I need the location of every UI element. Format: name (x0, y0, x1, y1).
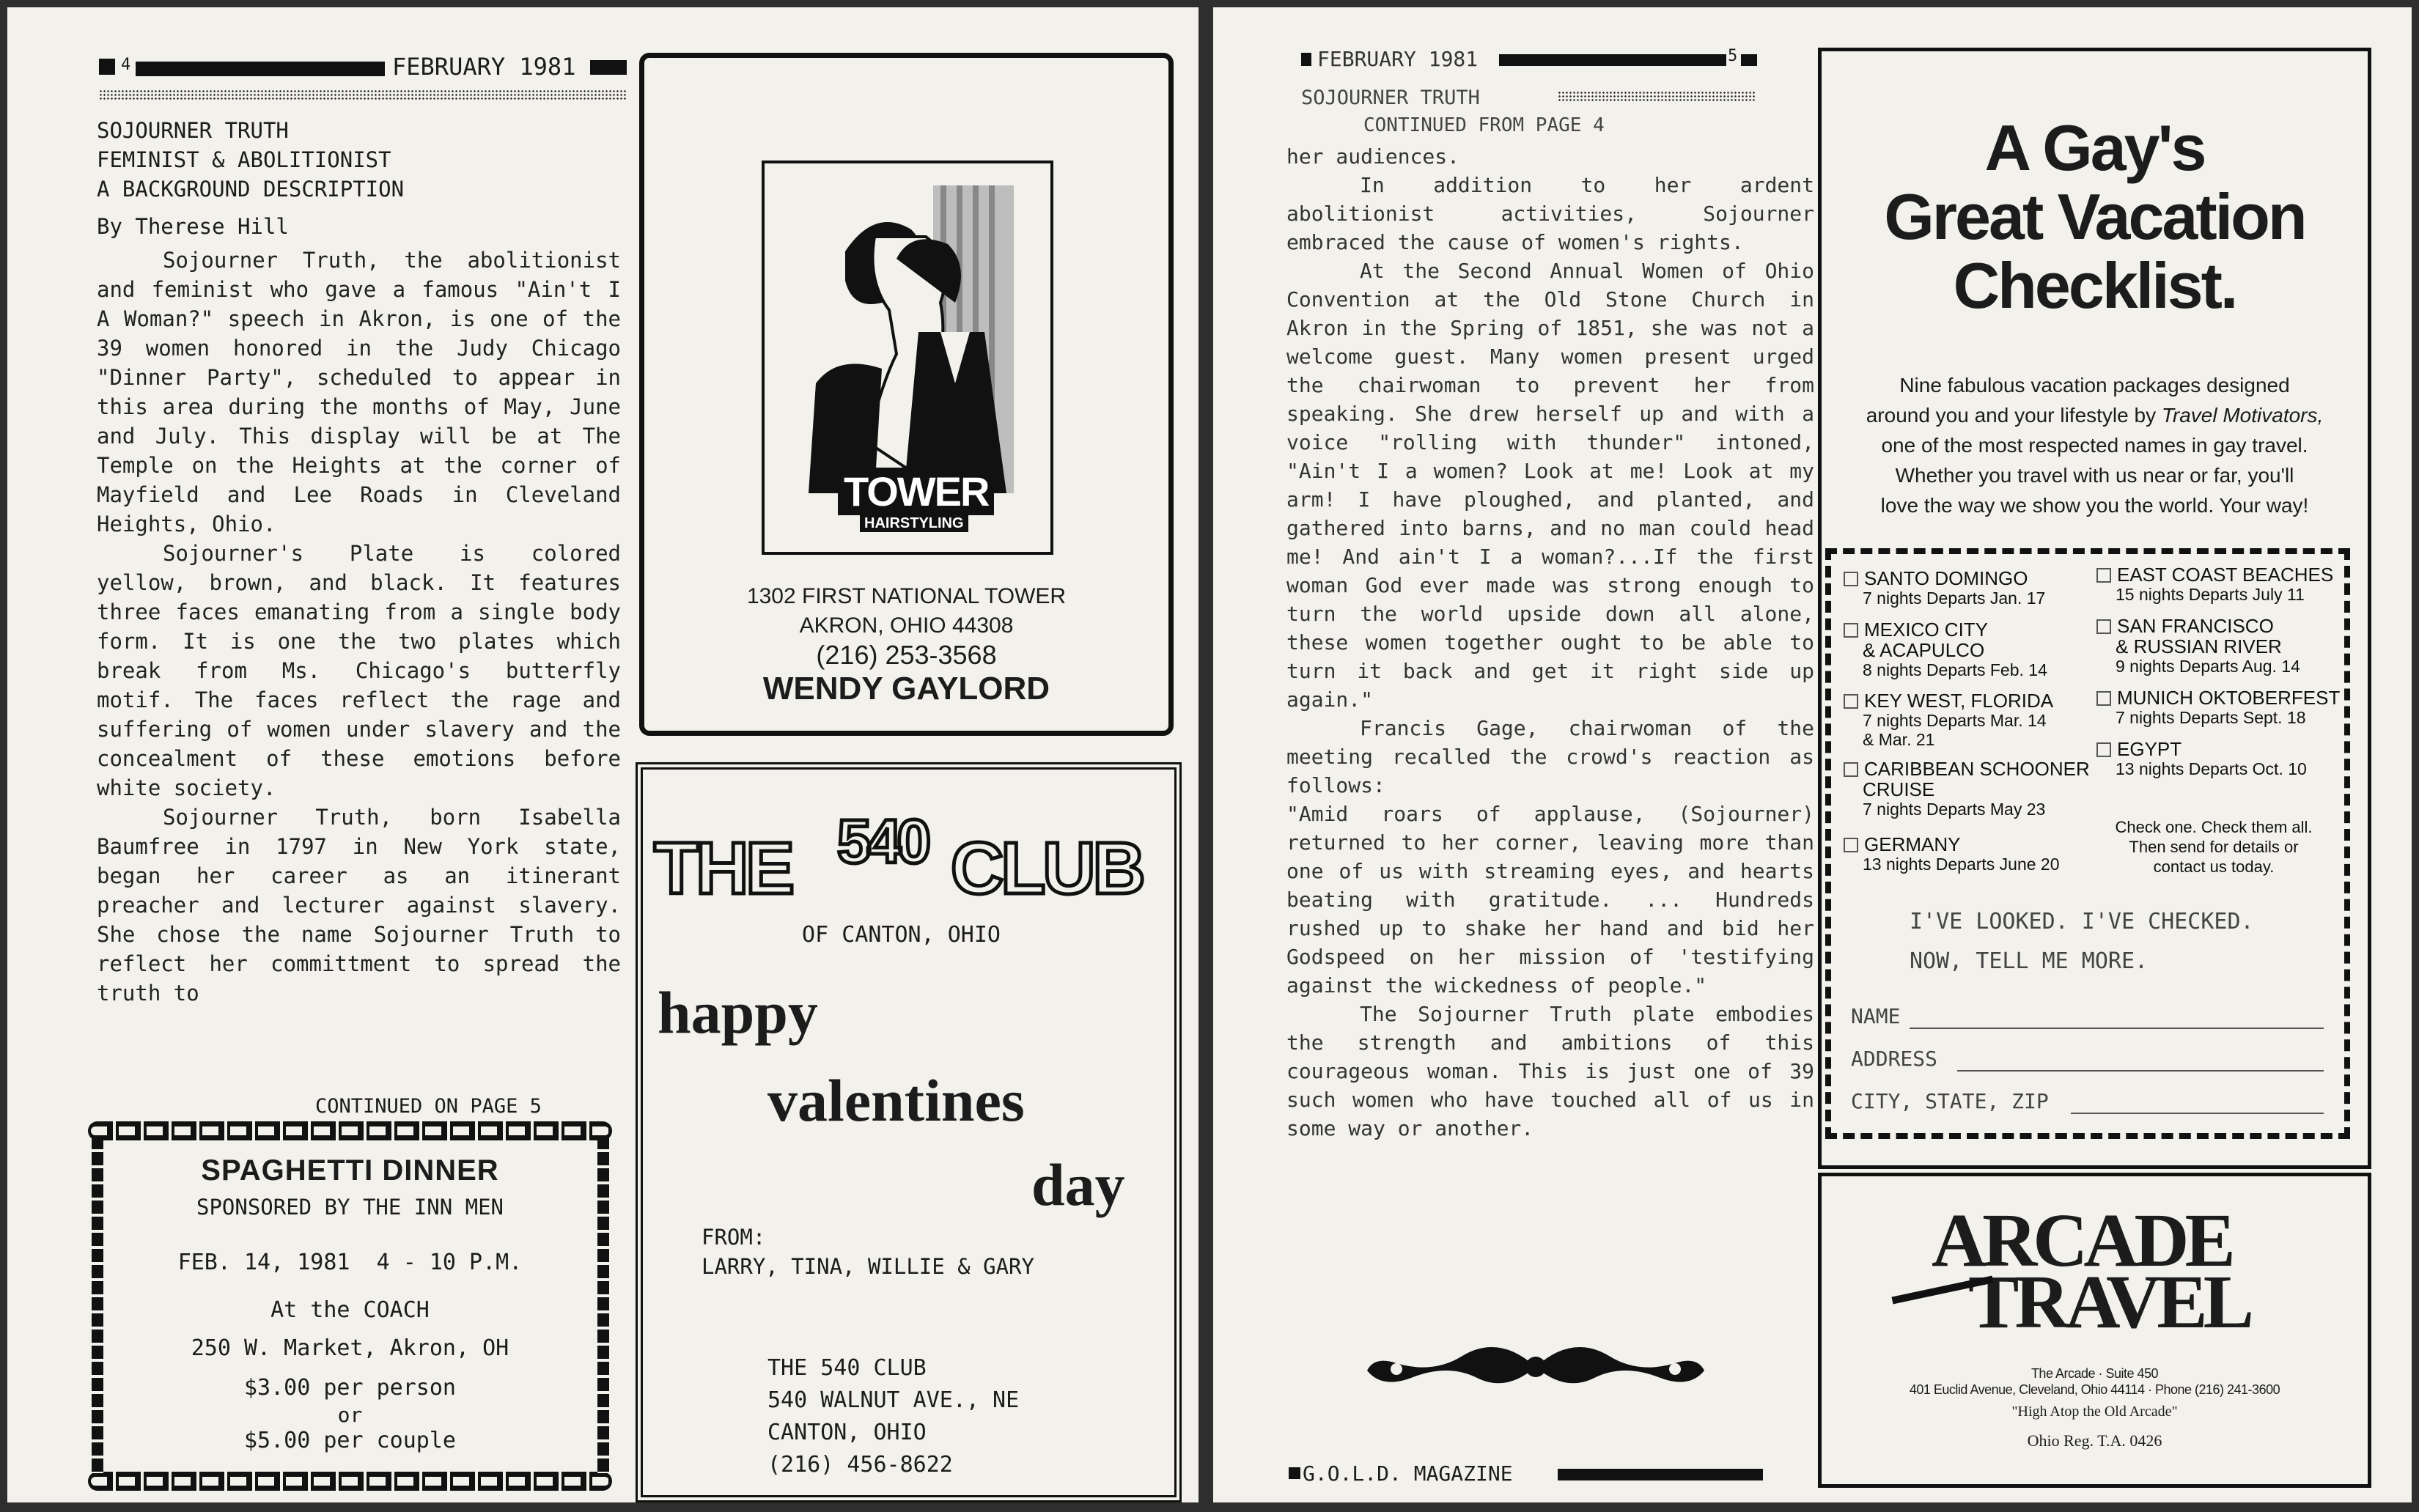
destination-name: KEY WEST, FLORIDA (1864, 690, 2054, 712)
check-note-line: contact us today. (2153, 858, 2275, 876)
article-title-line: A BACKGROUND DESCRIPTION (97, 177, 405, 202)
tower-address-line: 1302 FIRST NATIONAL TOWER (746, 584, 1067, 608)
club-title-club: CLUB (951, 827, 1143, 910)
spaghetti-ad (88, 1121, 612, 1491)
chain-border-top (88, 1121, 612, 1140)
form-name-label: NAME (1851, 1004, 1901, 1028)
right-page (1213, 7, 2412, 1502)
destination-details: 9 nights Departs Aug. 14 (2116, 657, 2300, 676)
vacation-title (1822, 111, 2368, 322)
article-body (97, 246, 621, 1008)
article-paragraph: In addition to her ardent abolitionist activities, Sojourner embraced the cause of women's rights. (1286, 173, 1814, 254)
destination-checkbox[interactable] (1844, 694, 1858, 709)
header-dither (1558, 91, 1756, 101)
vacation-title-line: A Gay's (1984, 111, 2205, 184)
arcade-logo-line2: TRAVEL (1968, 1260, 2250, 1344)
destination-key-west (1844, 690, 2053, 749)
spaghetti-sponsor: SPONSORED BY THE INN MEN (196, 1195, 504, 1220)
club-title-the: THE (654, 827, 792, 910)
destination-details: 13 nights Departs Oct. 10 (2116, 759, 2307, 778)
form-address-label: ADDRESS (1851, 1047, 1938, 1071)
destination-checkbox[interactable] (2096, 691, 2111, 706)
destination-caribbean-cruise (1844, 759, 2090, 819)
article-title: SOJOURNER TRUTH (1301, 86, 1480, 109)
chain-border-bottom (88, 1472, 612, 1491)
arcade-travel-ad (1818, 1173, 2371, 1488)
footer-magazine-name: G.O.L.D. MAGAZINE (1303, 1461, 1513, 1486)
form-city-label: CITY, STATE, ZIP (1851, 1089, 2049, 1113)
article-paragraph: Sojourner Truth, the abolitionist and feminist who gave a famous "Ain't I A Woman?" speech in Akron, is one of the 39 women honored in the Judy Chicago "Dinner Party", scheduled to appear in this area during the months of May, June and July. This display will be at The Temple on the Heights at the corner of Mayfield and Lee Roads in Cleveland Heights, Ohio. (97, 248, 621, 536)
destination-checkbox[interactable] (1844, 572, 1858, 586)
destination-name: GERMANY (1864, 833, 1961, 855)
vacation-intro (1822, 370, 2368, 520)
destination-name: EAST COAST BEACHES (2117, 564, 2334, 586)
destination-mexico-city (1844, 619, 2047, 679)
spaghetti-venue: At the COACH (270, 1297, 430, 1323)
destination-details: 7 nights Departs Sept. 18 (2116, 708, 2306, 727)
vacation-intro-line: one of the most respected names in gay travel. (1881, 434, 2308, 457)
destination-name: SANTO DOMINGO (1864, 567, 2028, 589)
article-paragraph: At the Second Annual Women of Ohio Convention at the Old Stone Church in Akron in the Spring of 1851, she was not a welcome guest. Many women present urged the chairwoman to prevent her from speaking. She drew herself up and with a voice "rolling with thunder" intoned, "Ain't I a women? Look at me! Look at my arm! I have ploughed, and planted, and gathered into barns, and no man could head me! And ain't I a woman?...If the first woman God ever made was strong enough to turn the world upside down all alone, these women together ought to be able to turn it back and get it right side up again." (1286, 259, 1814, 712)
vacation-intro-line: love the way we show you the world. Your way! (1880, 494, 2309, 517)
header-date: FEBRUARY 1981 (1317, 47, 1479, 71)
club-from-label: FROM: (702, 1225, 766, 1250)
tower-logo-text: TOWER (838, 468, 994, 515)
club-happy: happy (658, 979, 818, 1046)
tower-logo-box (762, 161, 1053, 555)
destination-details: 13 nights Departs June 20 (1863, 855, 2060, 874)
spaghetti-date: FEB. 14, 1981 4 - 10 P.M. (177, 1250, 523, 1275)
header-bar (1499, 54, 1726, 66)
vacation-intro-line (1822, 400, 2368, 430)
arcade-logo-line1: ARCADE (1932, 1198, 2231, 1283)
destination-san-francisco (2096, 616, 2300, 676)
destination-details: 7 nights Departs Jan. 17 (1863, 589, 2046, 608)
header-bar-left (1301, 53, 1311, 66)
arcade-tagline: "High Atop the Old Arcade" (2011, 1404, 2178, 1420)
destination-checkbox[interactable] (2096, 568, 2111, 583)
club-address-line: CANTON, OHIO (767, 1420, 927, 1445)
spaghetti-price-couple: $5.00 per couple (244, 1428, 456, 1453)
destination-details: 8 nights Departs Feb. 14 (1863, 660, 2047, 679)
check-note-line: Then send for details or (2129, 838, 2299, 856)
club-title-number: 540 (837, 807, 927, 876)
destination-east-coast (2096, 564, 2333, 604)
destination-name-line2: & ACAPULCO (1863, 639, 1985, 661)
form-city-field[interactable] (2071, 1113, 2324, 1114)
article-paragraph: her audiences. (1286, 144, 1460, 169)
check-note-line: Check one. Check them all. (2115, 818, 2313, 836)
club-from (702, 1222, 1034, 1281)
header-date: FEBRUARY 1981 (392, 53, 576, 81)
article-paragraph: The Sojourner Truth plate embodies the strength and ambitions of this courageous woman. This is just one of 39 such women who have touched all of us in some way or another. (1286, 1002, 1814, 1140)
article-body (1286, 142, 1814, 1143)
club-title (650, 806, 1163, 910)
check-note (2082, 817, 2346, 877)
arcade-registration: Ohio Reg. T.A. 0426 (2027, 1431, 2162, 1450)
vacation-title-line: Great Vacation (1884, 180, 2305, 253)
article-paragraph: Sojourner Truth, born Isabella Baumfree in 1797 in New York state, began her career as an itinerant preacher and lecturer against slavery. She chose the name Sojourner Truth to reflect her committment to spread the truth to (97, 805, 621, 1006)
destination-name: CARIBBEAN SCHOONER (1864, 758, 2090, 780)
header-bar-end (590, 60, 627, 75)
club-location: OF CANTON, OHIO (802, 922, 1001, 948)
destination-checkbox[interactable] (1844, 838, 1858, 852)
club-address (767, 1352, 1019, 1481)
tell-more-line: NOW, TELL ME MORE. (1910, 948, 2149, 974)
destination-name-line2: CRUISE (1863, 778, 1935, 800)
arcade-address-line: The Arcade · Suite 450 (2030, 1366, 2159, 1381)
article-paragraph: Sojourner's Plate is colored yellow, brown, and black. It features three faces emanating from a single body form. It is one the two plates which break from Ms. Chicago's butterfly motif. The faces reflect the rage and suffering of women under slavery and the concealment of these emotions before white society. (97, 541, 621, 800)
club-ad (636, 762, 1182, 1502)
form-address-field[interactable] (1957, 1070, 2324, 1072)
spaghetti-title: SPAGHETTI DINNER (201, 1154, 499, 1187)
tower-address (644, 582, 1168, 707)
vacation-intro-line: Whether you travel with us near or far, you'll (1895, 464, 2294, 487)
tower-contact-name: WENDY GAYLORD (762, 671, 1050, 707)
spaghetti-or: or (337, 1403, 363, 1427)
article-paragraph: "Amid roars of applause, (Sojourner) returned to her corner, leaving more than one of us with streaming eyes, and hearts beating with gratitude. ... Hundreds rushed up to shake her hand and bid her Godspeed on her mission of 'testifying against the wickedness of people." (1286, 802, 1814, 997)
destination-checkbox[interactable] (1844, 623, 1858, 638)
article-paragraph: Francis Gage, chairwoman of the meeting recalled the crowd's reaction as follows: (1286, 716, 1814, 797)
destination-name: MUNICH OKTOBERFEST (2117, 687, 2341, 709)
form-name-field[interactable] (1910, 1028, 2324, 1029)
article-title-line: FEMINIST & ABOLITIONIST (97, 147, 391, 172)
header-bar-end (1741, 54, 1757, 66)
destination-details: 7 nights Departs Mar. 14 (1863, 711, 2047, 730)
club-address-line: THE 540 CLUB (767, 1355, 927, 1381)
club-valentines: valentines (767, 1067, 1025, 1134)
destination-name: SAN FRANCISCO (2117, 615, 2274, 637)
destination-name-line2: & RUSSIAN RIVER (2116, 635, 2282, 657)
footer-bar-left (1289, 1467, 1300, 1479)
page-number: 5 (1728, 47, 1738, 65)
destination-name: MEXICO CITY (1864, 619, 1989, 641)
scroll-ornament-icon (1352, 1334, 1719, 1400)
arcade-address (1822, 1365, 2368, 1398)
tower-ad (639, 53, 1174, 736)
destination-checkbox[interactable] (1844, 762, 1858, 777)
vacation-intro-text: around you and your lifestyle by (1866, 404, 2162, 427)
header-bar-left (99, 59, 115, 75)
club-day: day (1031, 1151, 1125, 1218)
destination-name: EGYPT (2117, 738, 2182, 760)
continued-note: CONTINUED ON PAGE 5 (315, 1095, 542, 1118)
club-from-names: LARRY, TINA, WILLIE & GARY (702, 1254, 1034, 1279)
vacation-ad (1818, 48, 2371, 1169)
footer-bar (1558, 1469, 1763, 1480)
article-title-line: SOJOURNER TRUTH (97, 118, 289, 143)
destination-santo-domingo (1844, 568, 2045, 608)
club-address-line: 540 WALNUT AVE., NE (767, 1387, 1020, 1413)
destination-checkbox[interactable] (2096, 742, 2111, 757)
article-title (97, 116, 404, 204)
vacation-intro-line: Nine fabulous vacation packages designed (1899, 374, 2290, 397)
tower-logo-sub: HAIRSTYLING (860, 515, 968, 532)
spaghetti-address: 250 W. Market, Akron, OH (191, 1335, 509, 1361)
club-phone: (216) 456-8622 (767, 1452, 953, 1478)
arcade-address-line: 401 Euclid Avenue, Cleveland, Ohio 44114 · Phone (216) 241-3600 (1909, 1382, 2280, 1397)
destination-egypt (2096, 739, 2307, 778)
left-page (7, 7, 1199, 1502)
destination-details: 15 nights Departs July 11 (2116, 585, 2305, 604)
article-byline: By Therese Hill (97, 214, 289, 239)
looked-line: I'VE LOOKED. I'VE CHECKED. (1910, 909, 2254, 934)
header-bar (136, 62, 385, 76)
vacation-brand: Travel Motivators, (2161, 404, 2324, 427)
destination-details-line2: & Mar. 21 (1863, 730, 1935, 749)
continued-from-note: CONTINUED FROM PAGE 4 (1363, 114, 1605, 136)
tower-address-line: AKRON, OHIO 44308 (799, 613, 1014, 638)
destination-germany (1844, 834, 2060, 874)
tower-phone: (216) 253-3568 (816, 640, 997, 670)
header-dither (99, 89, 627, 100)
page-number: 4 (121, 56, 131, 74)
vacation-title-line: Checklist. (1953, 249, 2236, 322)
destination-munich (2096, 687, 2340, 727)
spaghetti-price-person: $3.00 per person (244, 1375, 456, 1401)
destination-checkbox[interactable] (2096, 619, 2111, 634)
destination-details: 7 nights Departs May 23 (1863, 800, 2046, 819)
